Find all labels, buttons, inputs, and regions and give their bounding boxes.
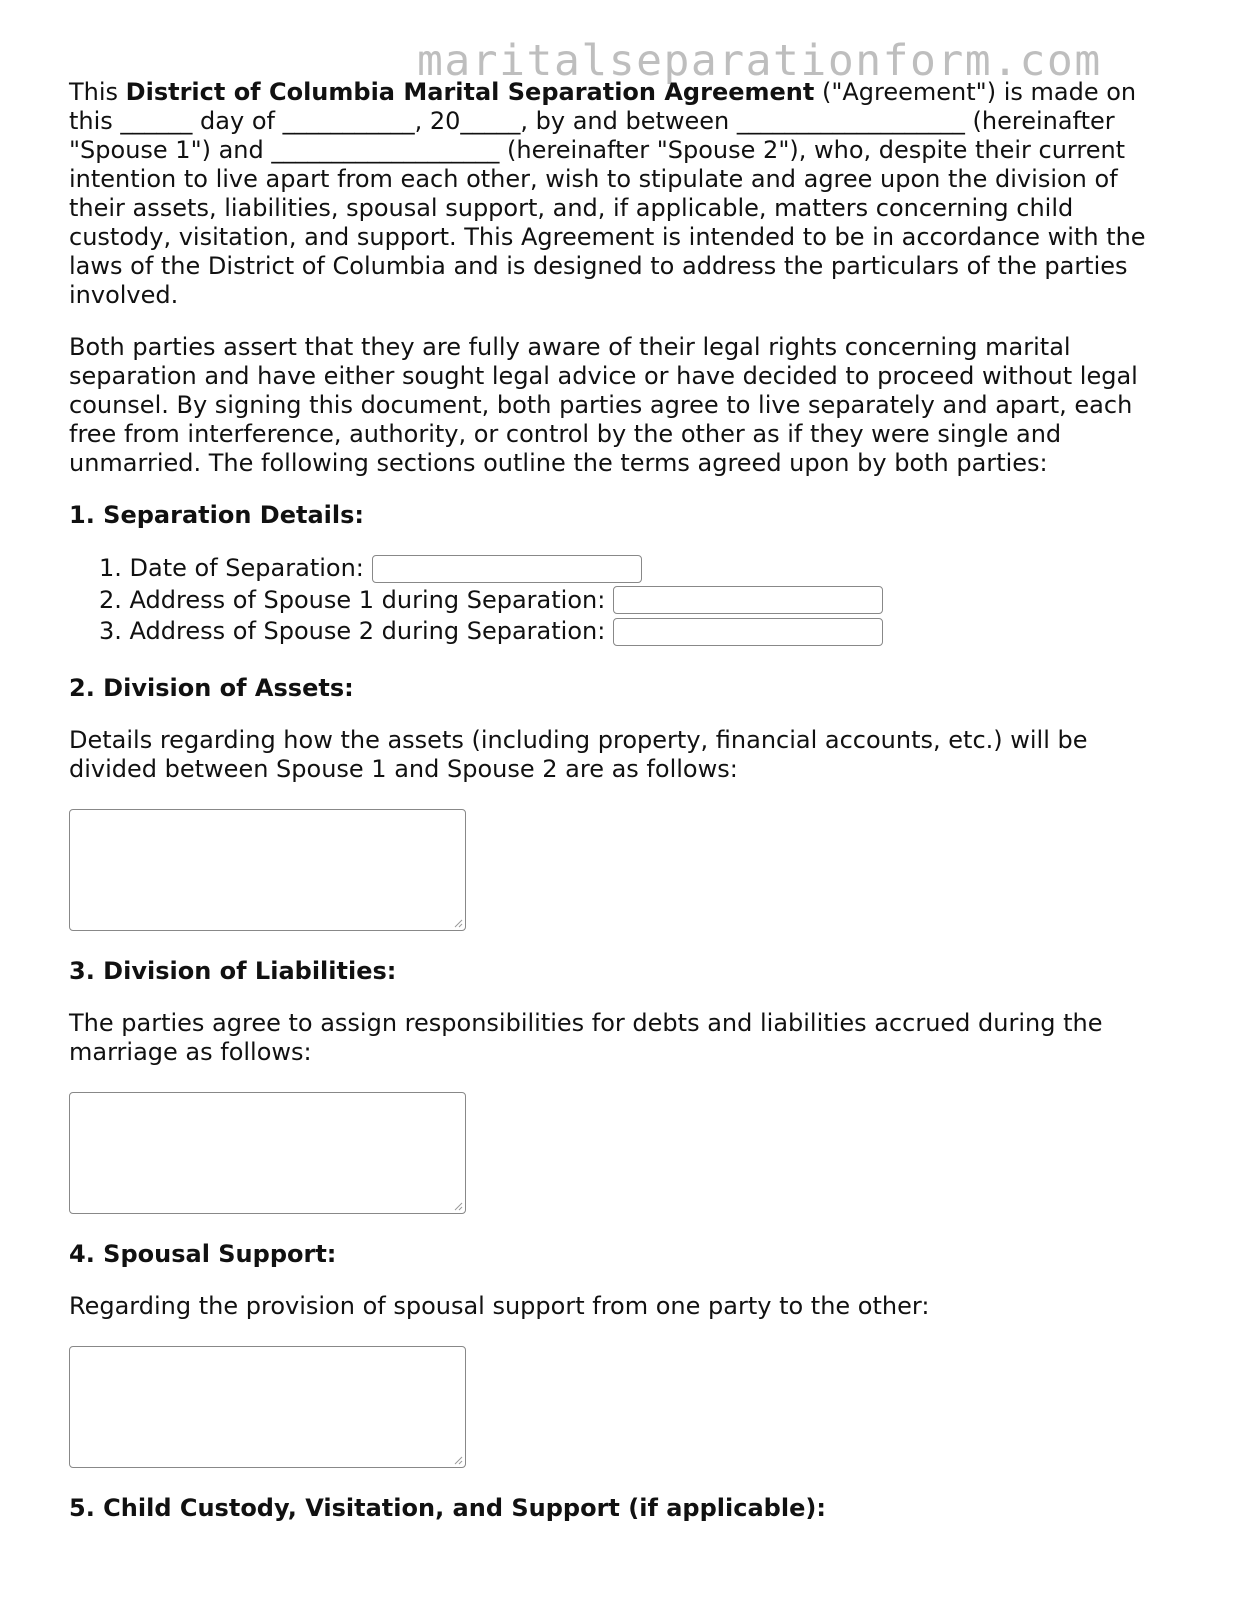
spouse2-address-label: Address of Spouse 2 during Separation: (129, 617, 606, 646)
agreement-title: District of Columbia Marital Separation Agreement (125, 78, 815, 106)
section-2-heading: 2. Division of Assets: (69, 673, 354, 702)
spouse1-address-label: Address of Spouse 1 during Separation: (129, 585, 606, 614)
spousal-support-textarea[interactable] (69, 1346, 466, 1468)
section-5-heading: 5. Child Custody, Visitation, and Support (if applicable): (69, 1493, 826, 1522)
intro-prefix: This (69, 78, 126, 106)
section-3-heading: 3. Division of Liabilities: (69, 956, 397, 985)
liabilities-textarea[interactable] (69, 1092, 466, 1214)
watermark: maritalseparationform.com (417, 36, 1102, 86)
spouse1-address-input[interactable] (613, 586, 883, 614)
liabilities-description: The parties agree to assign responsibilities for debts and liabilities accrued during the marriage as follows: (69, 1008, 1103, 1066)
list-item (99, 585, 1179, 617)
spouse2-address-input[interactable] (613, 618, 883, 646)
intro-paragraph (69, 78, 1179, 310)
assets-textarea[interactable] (69, 809, 466, 931)
item-number: 2. (99, 585, 122, 614)
resize-grip-icon[interactable] (453, 918, 463, 928)
list-item (99, 616, 1179, 648)
spousal-support-description: Regarding the provision of spousal support from one party to the other: (69, 1291, 930, 1320)
separation-details-list (69, 553, 1179, 648)
assets-description: Details regarding how the assets (including property, financial accounts, etc.) will be divided between Spouse 1 and Spouse 2 are as follows: (69, 725, 1088, 783)
item-number: 3. (99, 617, 122, 646)
item-number: 1. (99, 554, 122, 583)
date-of-separation-input[interactable] (372, 555, 642, 583)
awareness-paragraph: Both parties assert that they are fully aware of their legal rights concerning marital separation and have either sought legal advice or have decided to proceed without legal counsel. By signing this document, both parties agree to live separately and apart, each free from interference, authority, or control by the other as if they were single and unmarried. The following sections outline the terms agreed upon by both parties: (69, 333, 1138, 477)
list-item (99, 553, 1179, 585)
section-1-heading: 1. Separation Details: (69, 501, 364, 529)
intro-body: ("Agreement") is made on this ______ day of ___________, 20_____, by and between ___________________ (hereinafter "Spouse 1") and ___________________ (hereinafter "Spouse 2"), who, despite their current intention to live apart from each other, wish to stipulate and agree upon the division of their assets, liabilities, spousal support, and, if applicable, matters concerning child custody, visitation, and support. This Agreement is intended to be in accordance with the laws of the District of Columbia and is designed to address the particulars of the parties involved. (69, 78, 1146, 309)
resize-grip-icon[interactable] (453, 1201, 463, 1211)
section-4-heading: 4. Spousal Support: (69, 1239, 337, 1268)
date-of-separation-label: Date of Separation: (129, 554, 364, 583)
agreement-document (69, 78, 1179, 1523)
resize-grip-icon[interactable] (453, 1455, 463, 1465)
